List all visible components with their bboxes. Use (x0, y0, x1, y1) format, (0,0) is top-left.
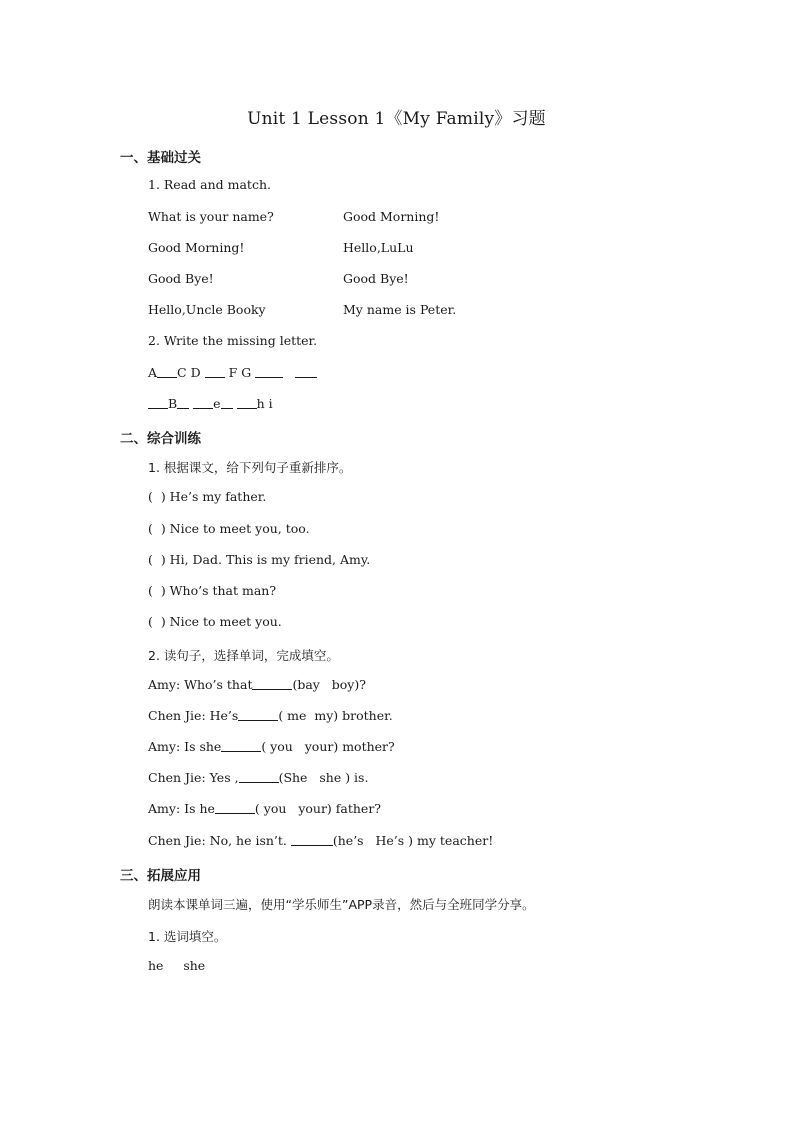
match-left-1: What is your name? (148, 209, 274, 224)
s1-question-2: 2. Write the missing letter. (148, 333, 318, 348)
fill-item-5 (148, 801, 381, 816)
section-1-heading: 一、基础过关 (120, 150, 201, 166)
fill-item-3 (148, 739, 395, 754)
s1-question-1: 1. Read and match. (148, 177, 271, 192)
fill-blank[interactable] (215, 801, 255, 814)
fill-text-pre: Amy: Is she (148, 739, 222, 754)
fill-blank[interactable] (239, 770, 279, 783)
letter-blank[interactable] (177, 396, 189, 409)
letter-text: C D (177, 365, 201, 380)
fill-text-pre: Chen Jie: He’s (148, 708, 239, 723)
fill-blank[interactable] (252, 677, 292, 690)
fill-blank[interactable] (291, 833, 333, 846)
match-right-2: Hello,LuLu (343, 240, 414, 255)
fill-blank[interactable] (221, 739, 261, 752)
letter-blank[interactable] (295, 365, 317, 378)
match-left-3: Good Bye! (148, 271, 214, 286)
fill-item-2 (148, 708, 393, 723)
order-item-1: ( ) He’s my father. (148, 489, 267, 504)
letter-text: B (168, 396, 178, 411)
order-item-2: ( ) Nice to meet you, too. (148, 521, 310, 536)
fill-text-pre: Chen Jie: Yes , (148, 770, 239, 785)
s2-question-1: 1. 根据课文，给下列句子重新排序。 (148, 460, 352, 475)
order-item-3: ( ) Hi, Dad. This is my friend, Amy. (148, 552, 371, 567)
document-title: Unit 1 Lesson 1《My Family》习题 (247, 109, 546, 129)
fill-text-pre: Amy: Is he (148, 801, 215, 816)
fill-item-4 (148, 770, 368, 785)
match-left-2: Good Morning! (148, 240, 245, 255)
s2-question-2: 2. 读句子，选择单词，完成填空。 (148, 648, 339, 663)
fill-text-post: (he’s He’s ) my teacher! (332, 833, 494, 848)
fill-text-post: (She she ) is. (278, 770, 369, 785)
letters-row-1 (148, 365, 317, 380)
word-bank: he she (148, 958, 206, 973)
match-right-3: Good Bye! (343, 271, 409, 286)
s3-paragraph: 朗读本课单词三遍，使用“学乐师生”APP录音，然后与全班同学分享。 (148, 897, 535, 912)
order-item-5: ( ) Nice to meet you. (148, 614, 282, 629)
section-2-heading: 二、综合训练 (120, 431, 201, 447)
fill-text-post: ( you your) mother? (261, 739, 395, 754)
letter-blank[interactable] (193, 396, 213, 409)
match-right-1: Good Morning! (343, 209, 440, 224)
section-3-heading: 三、拓展应用 (120, 868, 201, 884)
letter-text: F G (228, 365, 252, 380)
match-left-4: Hello,Uncle Booky (148, 302, 266, 317)
s3-question-1: 1. 选词填空。 (148, 929, 227, 944)
fill-text-pre: Amy: Who’s that (148, 677, 253, 692)
fill-item-1 (148, 677, 366, 692)
fill-item-6 (148, 833, 493, 848)
letter-blank[interactable] (148, 396, 168, 409)
letter-blank[interactable] (221, 396, 233, 409)
letters-row-2 (148, 396, 273, 411)
fill-text-post: (bay boy)? (292, 677, 366, 692)
fill-text-pre: Chen Jie: No, he isn’t. (148, 833, 291, 848)
letter-blank[interactable] (255, 365, 283, 378)
letter-blank[interactable] (237, 396, 257, 409)
fill-blank[interactable] (238, 708, 278, 721)
order-item-4: ( ) Who’s that man? (148, 583, 277, 598)
letter-text: e (213, 396, 221, 411)
match-right-4: My name is Peter. (343, 302, 457, 317)
fill-text-post: ( me my) brother. (278, 708, 393, 723)
letter-blank[interactable] (205, 365, 225, 378)
letter-text: A (148, 365, 158, 380)
letter-text: h i (256, 396, 273, 411)
letter-blank[interactable] (157, 365, 177, 378)
fill-text-post: ( you your) father? (254, 801, 382, 816)
